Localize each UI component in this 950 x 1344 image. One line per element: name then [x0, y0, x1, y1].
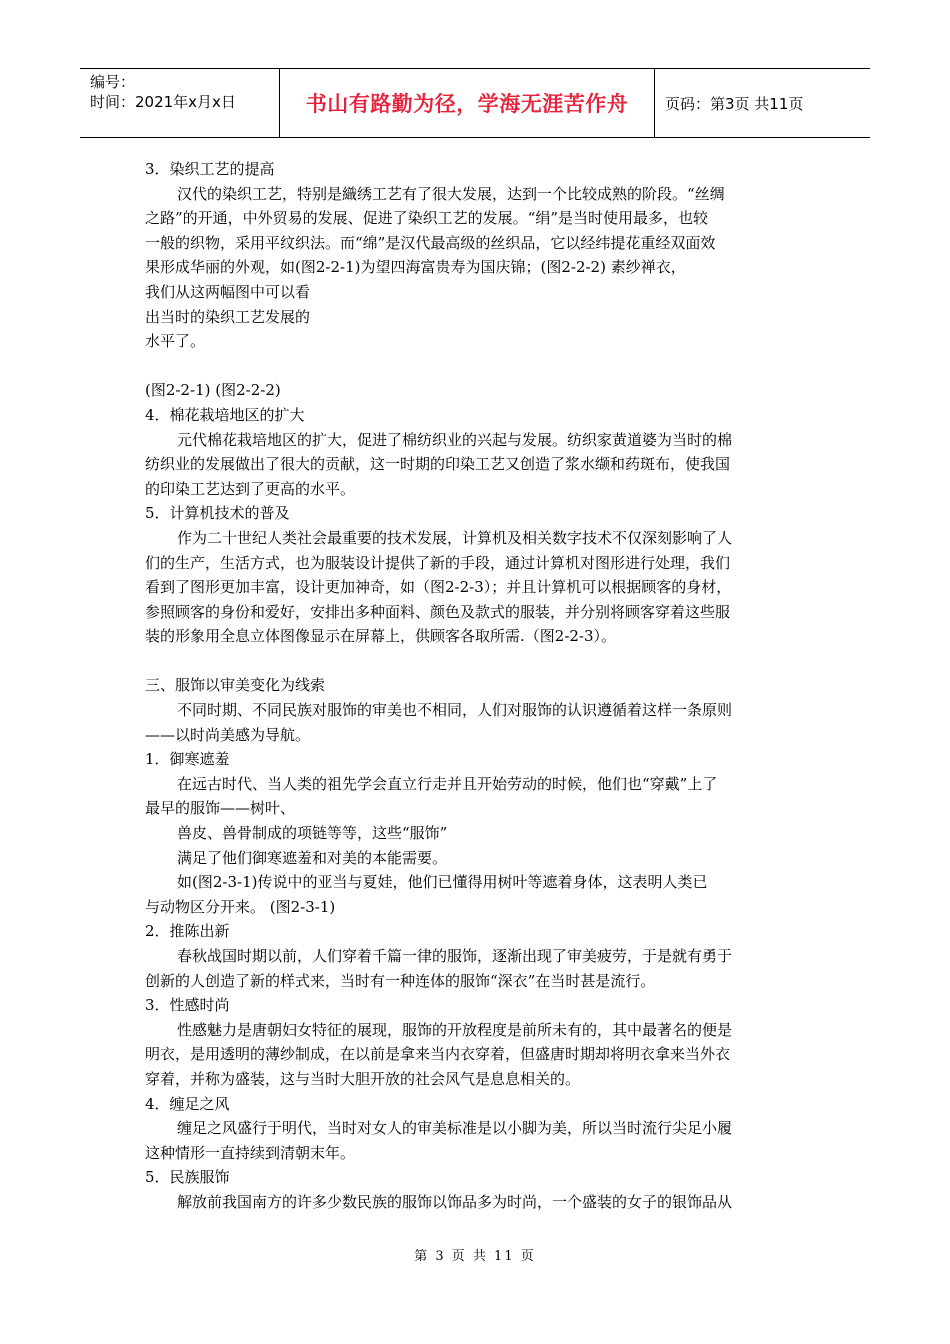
header-table — [80, 68, 870, 138]
motto-banner — [280, 69, 655, 137]
text-line: 我们从这两幅图中可以看 — [145, 282, 311, 301]
text-line: 明衣，是用透明的薄纱制成，在以前是拿来当内衣穿着，但盛唐时期却将明衣拿来当外衣 — [145, 1045, 731, 1064]
text-line: 兽皮、兽骨制成的项链等等，这些“服饰” — [177, 824, 448, 843]
text-line: 创新的人创造了新的样式来，当时有一种连体的服饰“深衣”在当时甚是流行。 — [145, 971, 656, 990]
body-text — [145, 157, 810, 1215]
text-line: (图2-2-1) (图2-2-2) — [145, 381, 281, 400]
text-line: 参照顾客的身份和爱好，安排出多种面料、颜色及款式的服装，并分别将顾客穿着这些服 — [145, 602, 731, 621]
text-line: 果形成华丽的外观，如(图2-2-1)为望四海富贵寿为国庆锦；(图2-2-2) 素纱禅衣， — [145, 258, 686, 277]
text-line: 解放前我国南方的许多少数民族的服饰以饰品多为时尚，一个盛装的女子的银饰品从 — [177, 1192, 733, 1211]
text-line: 4．缠足之风 — [145, 1094, 230, 1113]
text-line: 水平了。 — [145, 332, 206, 351]
text-line: 纺织业的发展做出了很大的贡献，这一时期的印染工艺又创造了浆水缬和药斑布，使我国 — [145, 455, 731, 474]
text-line: 汉代的染织工艺，特别是織绣工艺有了很大发展，达到一个比较成熟的阶段。“丝绸 — [177, 184, 725, 203]
text-line: 在远古时代、当人类的祖先学会直立行走并且开始劳动的时候，他们也“穿戴”上了 — [177, 774, 718, 793]
text-line: 3．染织工艺的提高 — [145, 160, 275, 178]
page-footer: 第 3 页 共 11 页 — [414, 1249, 536, 1264]
date-label: 时间：2021年x月x日 — [90, 93, 236, 111]
text-line: 如(图2-3-1)传说中的亚当与夏娃，他们已懂得用树叶等遮着身体，这表明人类已 — [177, 873, 708, 892]
serial-label: 编号： — [90, 73, 136, 91]
text-line: 一般的织物，采用平纹织法。而“绵”是汉代最高级的丝织品，它以经纬提花重经双面效 — [145, 233, 716, 252]
text-line: 1．御寒遮羞 — [145, 750, 230, 769]
blank-line — [145, 649, 810, 674]
text-line: 出当时的染织工艺发展的 — [145, 307, 311, 326]
text-line: 们的生产，生活方式，也为服装设计提供了新的手段，通过计算机对图形进行处理，我们 — [145, 553, 731, 572]
text-line: 这种情形一直持续到清朝末年。 — [145, 1143, 356, 1162]
text-line: 性感魅力是唐朝妇女特征的展现，服饰的开放程度是前所未有的，其中最著名的便是 — [177, 1020, 733, 1039]
text-line: 2．推陈出新 — [145, 922, 230, 941]
text-line: 不同时期、不同民族对服饰的审美也不相同，人们对服饰的认识遵循着这样一条原则 — [177, 701, 733, 720]
blank-line — [145, 354, 810, 379]
text-line: 4．棉花栽培地区的扩大 — [145, 405, 305, 424]
text-line: 3．性感时尚 — [145, 996, 230, 1015]
text-line: 穿着，并称为盛装，这与当时大胆开放的社会风气是息息相关的。 — [145, 1069, 581, 1088]
text-line: 5．民族服饰 — [145, 1168, 230, 1187]
text-line: 缠足之风盛行于明代，当时对女人的审美标准是以小脚为美，所以当时流行尖足小履 — [177, 1119, 733, 1138]
page-indicator — [655, 69, 870, 137]
text-line: 看到了图形更加丰富，设计更加神奇，如（图2-2-3）；并且计算机可以根据顾客的身材， — [145, 578, 732, 597]
text-line: 最早的服饰——树叶、 — [145, 799, 296, 818]
text-line: 春秋战国时期以前，人们穿着千篇一律的服饰，逐渐出现了审美疲劳，于是就有勇于 — [177, 947, 733, 965]
header-meta — [80, 69, 280, 137]
text-line: ——以时尚美感为导航。 — [145, 725, 311, 744]
text-line: 元代棉花栽培地区的扩大，促进了棉纺织业的兴起与发展。纺织家黄道婆为当时的棉 — [177, 430, 733, 449]
text-line: 的印染工艺达到了更高的水平。 — [145, 479, 356, 498]
text-line: 满足了他们御寒遮羞和对美的本能需要。 — [177, 848, 448, 867]
motto-text: 书山有路勤为径，学海无涯苦作舟 — [305, 92, 629, 116]
text-line: 5．计算机技术的普及 — [145, 504, 290, 523]
text-line: 装的形象用全息立体图像显示在屏幕上，供顾客各取所需.（图2-2-3）。 — [145, 627, 617, 646]
text-line: 与动物区分开来。 (图2-3-1) — [145, 897, 336, 916]
page-indicator-text: 页码：第3页 共11页 — [665, 94, 804, 113]
text-line: 作为二十世纪人类社会最重要的技术发展，计算机及相关数字技术不仅深刻影响了人 — [177, 528, 733, 547]
text-line: 之路”的开通，中外贸易的发展、促进了染织工艺的发展。“绢”是当时使用最多，也较 — [145, 209, 709, 228]
text-line: 三、服饰以审美变化为线索 — [145, 676, 326, 695]
